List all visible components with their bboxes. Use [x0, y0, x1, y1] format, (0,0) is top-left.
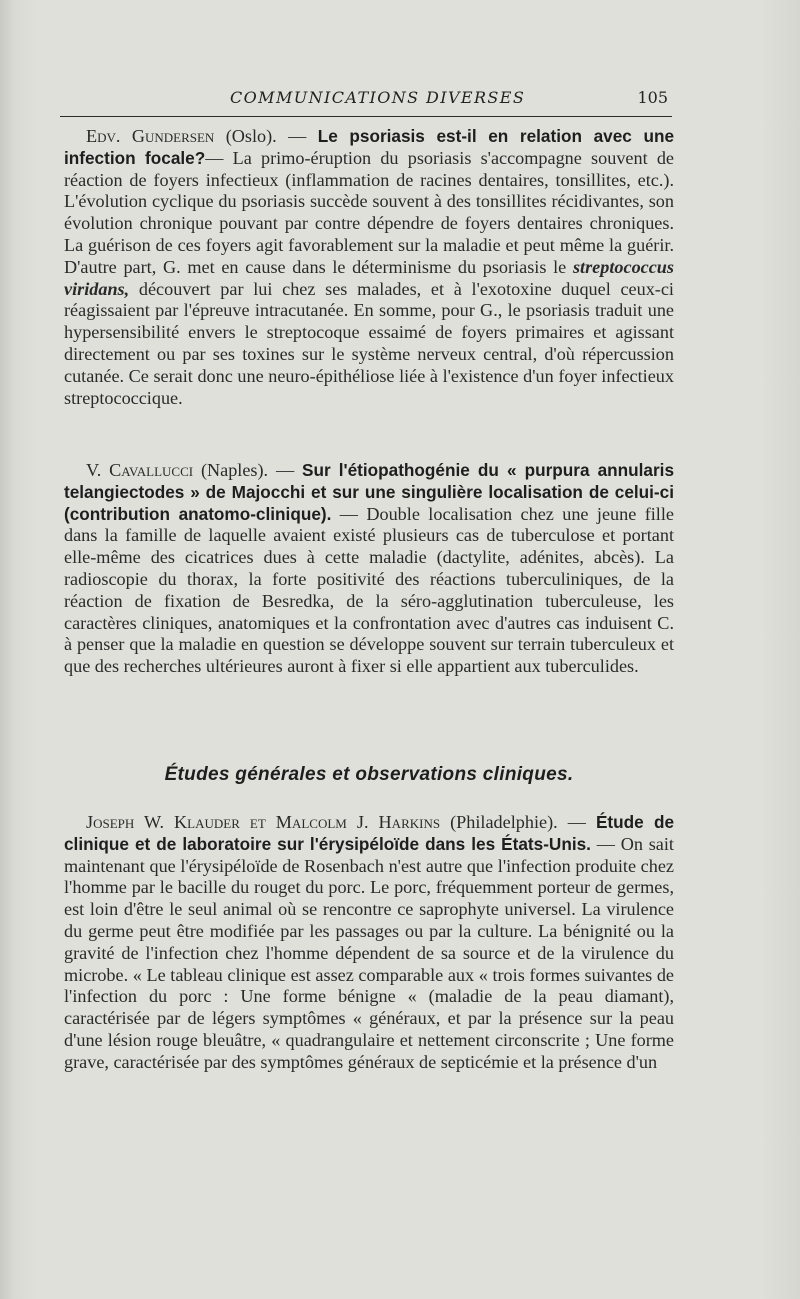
page-number: 105: [637, 88, 668, 107]
running-head: COMMUNICATIONS DIVERSES: [230, 88, 526, 107]
page-header: [60, 86, 672, 117]
entry-body: — Double localisation chez une jeune fille dans la famille de laquelle avaient existé plusieurs cas de tuberculose et portant elle-même des cicatrices dues à cette maladie (dactylite, adénites, abcès). La radioscopie du thorax, la forte positivité des réactions tuberculiniques, de la réaction de fixation de Besredka, de la séro-agglutination tuberculeuse, les caractères cliniques, anatomiques et la confrontation avec d'autres cas induisent C. à penser que la maladie en question se développe souvent sur terrain tuberculeux et que des recherches ultérieures auront à fixer si elle appartient aux tuberculides.: [64, 503, 674, 677]
entry-dash: —: [268, 460, 302, 480]
entry-place: (Philadelphie).: [450, 812, 558, 832]
entry-paragraph: [64, 812, 674, 1074]
section-heading: Études générales et observations cliniques.: [164, 764, 574, 785]
entry-cavallucci: [64, 460, 674, 678]
entry-dash: —: [276, 126, 318, 146]
entry-place: (Naples).: [200, 460, 269, 480]
entry-body-continued: découvert par lui chez ses malades, et à l'exotoxine duquel ceux-ci réagissaient par l'épreuve intracutanée. En somme, pour G., le psoriasis traduit une hypersensibilité envers le streptocoque essaimé de foyers primaires et agissant directement ou par ses toxines sur le système nerveux central, d'où répercussion cutanée. Ce serait donc une neuro-épithéliose liée à l'existence d'un foyer infectieux streptococcique.: [64, 278, 674, 408]
entry-author: Joseph W. Klauder et Malcolm J. Harkins: [86, 812, 441, 832]
entry-place: (Oslo).: [225, 126, 277, 146]
entry-klauder-harkins: [64, 812, 674, 1074]
entry-paragraph: [64, 460, 674, 678]
entry-body: — On sait maintenant que l'érysipéloïde de Rosenbach n'est autre que l'infection produite chez l'homme par le bacille du rouget du porc. Le porc, fréquemment porteur de germes, est loin d'être le seul animal où se rencontre ce saprophyte universel. La virulence du germe peut être modifiée par les passages ou par la culture. La bénignité ou la gravité de l'infection chez l'homme dépendent de sa source et de la virulence du microbe. « Le tableau clinique est assez comparable aux « trois formes suivantes de l'infection du porc : Une forme bénigne « (maladie de la peau diamant), caractérisée par de légers symptômes « généraux, et par la présence sur la peau d'une lésion rouge bleuâtre, « quadrangulaire et nettement circonscrite ; Une forme grave, caractérisée par des symptômes généraux de septicémie et la présence d'un: [64, 833, 674, 1072]
entry-italic-term: streptococcus viridans,: [64, 256, 674, 299]
entry-author: V. Cavallucci: [86, 460, 194, 480]
entry-body: — La primo-éruption du psoriasis s'accompagne souvent de réaction de foyers infectieux (inflammation de racines dentaires, tonsillites, etc.). L'évolution cyclique du psoriasis succède souvent à des tonsillites récidivantes, son évolution chronique pouvant par contre dépendre de foyers dentaires chroniques. La guérison de ces foyers agit favorablement sur la maladie et peut même la guérir. D'autre part, G. met en cause dans le déterminisme du psoriasis le: [64, 147, 675, 277]
entry-title: Le psoriasis est-il en relation avec une infection focale?: [64, 126, 675, 168]
entry-paragraph: [64, 126, 674, 409]
entry-title: Étude de clinique et de laboratoire sur l'érysipéloïde dans les États-Unis.: [64, 812, 675, 854]
entry-title: Sur l'étiopathogénie du « purpura annularis telangiectodes » de Majocchi et sur une singulière localisation de celui-ci (contribution anatomo-clinique).: [64, 460, 675, 524]
entry-gundersen: [64, 126, 674, 409]
entry-author: Edv. Gundersen: [86, 126, 215, 146]
entry-dash: —: [557, 812, 596, 832]
